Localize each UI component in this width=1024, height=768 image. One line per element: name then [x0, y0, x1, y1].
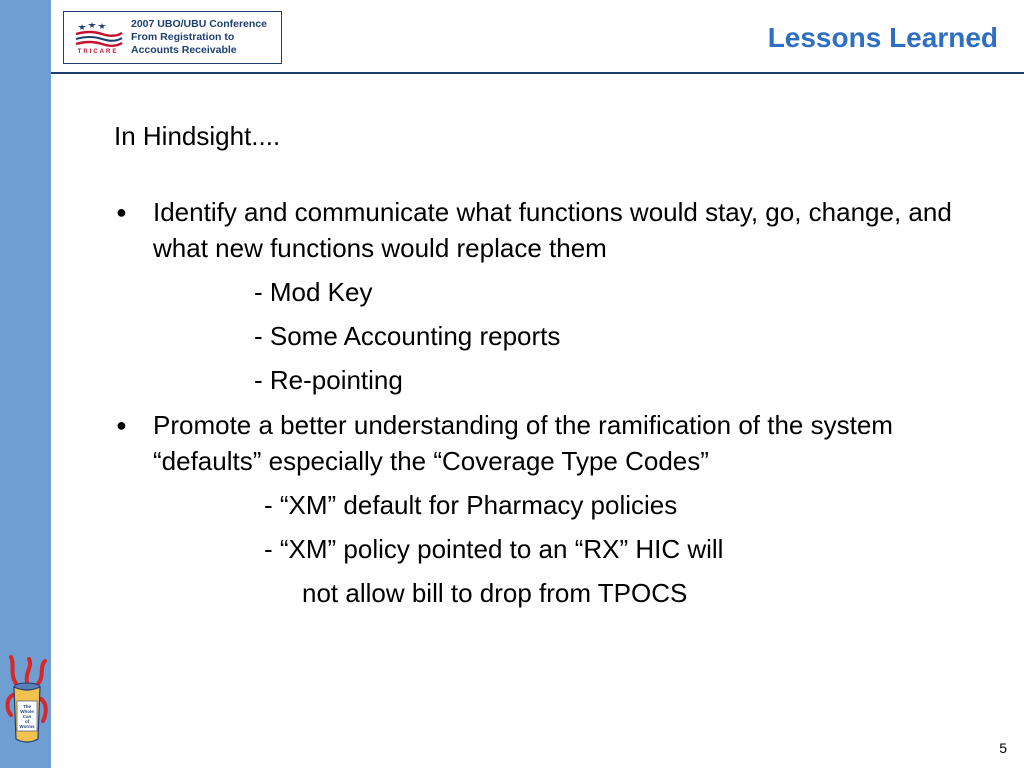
- left-side-bar: [0, 0, 51, 768]
- page-number: 5: [999, 740, 1007, 756]
- mascot-label-1: The: [22, 704, 32, 709]
- bullet-item: [114, 407, 994, 479]
- sub-item: - Re-pointing: [254, 365, 403, 395]
- sub-item-continuation: not allow bill to drop from TPOCS: [302, 578, 688, 608]
- worms-can-mascot-icon: [5, 655, 49, 747]
- conference-logo: [63, 11, 282, 64]
- intro-text: In Hindsight....: [114, 121, 281, 151]
- header-divider: [51, 72, 1024, 74]
- bullet-dot-icon: ●: [116, 415, 127, 435]
- flag-stars-icon: [72, 20, 124, 48]
- bullet-text: Promote a better understanding of the ramification of the system “defaults” especially the “Coverage Type Codes”: [153, 410, 893, 476]
- sub-item: - Some Accounting reports: [254, 321, 561, 351]
- mascot-label-5: Worms: [19, 724, 35, 729]
- bullet-item: [114, 194, 994, 266]
- conference-line-1: 2007 UBO/UBU Conference: [131, 18, 267, 30]
- slide-body: [114, 118, 994, 611]
- bullet-dot-icon: ●: [116, 202, 127, 222]
- sub-item: - “XM” default for Pharmacy policies: [264, 490, 678, 520]
- bullet-text: Identify and communicate what functions would stay, go, change, and what new functions would replace them: [153, 197, 952, 263]
- slide-title: Lessons Learned: [767, 22, 998, 53]
- mascot-label-4: of: [24, 719, 30, 724]
- mascot-label-3: Can: [22, 714, 32, 719]
- conference-title: [131, 18, 267, 57]
- logo-word: TRICARE: [77, 49, 119, 55]
- sub-item: - “XM” policy pointed to an “RX” HIC will: [264, 534, 724, 564]
- sub-item: - Mod Key: [254, 277, 373, 307]
- tricare-logo-icon: [69, 16, 127, 60]
- conference-line-3: Accounts Receivable: [131, 44, 237, 56]
- mascot-label-2: Whole: [20, 709, 34, 714]
- conference-line-2: From Registration to: [131, 31, 235, 43]
